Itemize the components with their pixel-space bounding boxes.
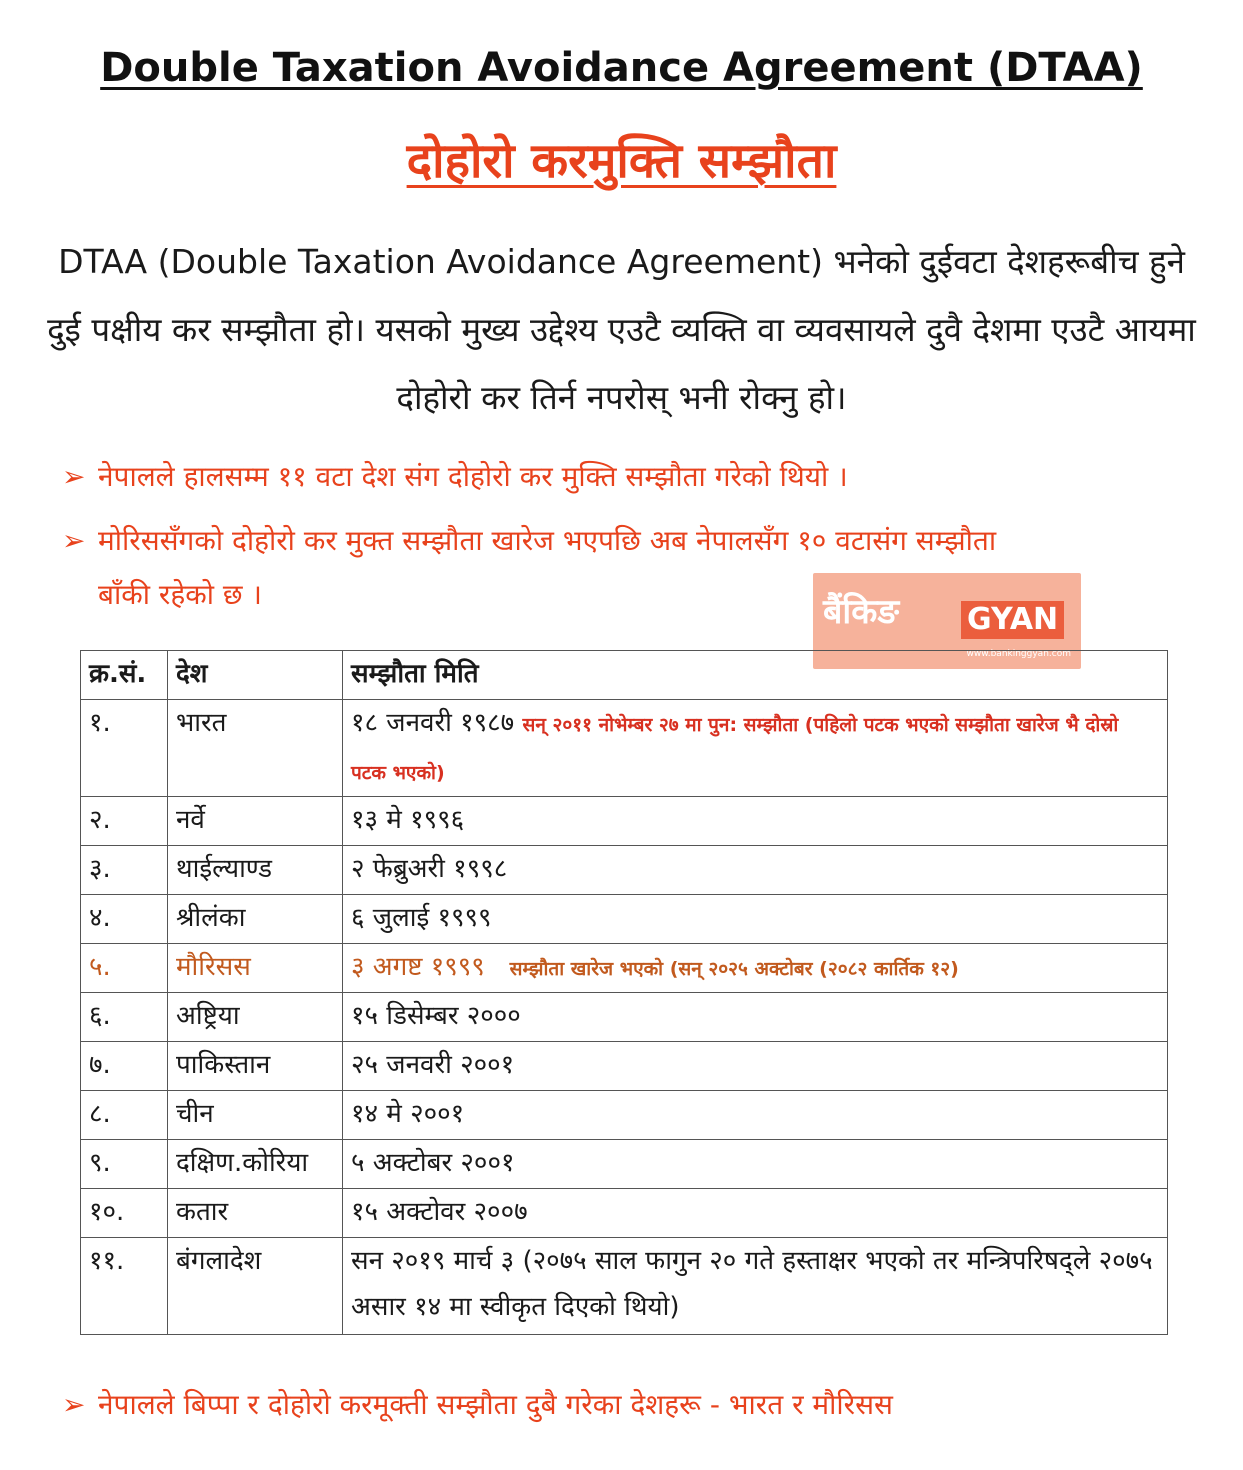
table-row: ८. चीन १४ मे २००१: [81, 1091, 1168, 1140]
arrow-bullet-icon: ➢: [62, 460, 86, 493]
page-title-nepali: दोहोरो करमुक्ति सम्झौता: [406, 133, 837, 189]
table-row: १०. कतार १५ अक्टोवर २००७: [81, 1189, 1168, 1238]
arrow-bullet-icon: ➢: [62, 1388, 86, 1421]
table-row: ७. पाकिस्तान २५ जनवरी २००१: [81, 1042, 1168, 1091]
bullet-mauritius-cancelled: ➢ मोरिससँगको दोहोरो कर मुक्त सम्झौता खारेज भएपछि अब नेपालसँग १० वटासंग सम्झौता बाँकी रहेको छ ।: [62, 514, 1182, 622]
table-row: ११. बंगलादेश सन २०१९ मार्च ३ (२०७५ साल फागुन २० गते हस्ताक्षर भएको तर मन्त्रिपरिषद्ले २०७५ असार १४ मा स्वीकृत दिएको थियो): [81, 1238, 1168, 1335]
header-date: सम्झौता मिति: [343, 651, 1168, 700]
banking-gyan-logo: बैंकिङ GYAN www.bankinggyan.com: [813, 573, 1081, 669]
table-row: २. नर्वे १३ मे १९९६: [81, 797, 1168, 846]
table-row: ३. थाईल्याण्ड २ फेब्रुअरी १९९८: [81, 846, 1168, 895]
table-row: १. भारत १८ जनवरी १९८७ सन् २०११ नोभेम्बर २७ मा पुन: सम्झौता (पहिलो पटक भएको सम्झौता खारेज भै दोस्रो पटक भएको): [81, 700, 1168, 797]
bullet-total-agreements: ➢ नेपालले हालसम्म ११ वटा देश संग दोहोरो कर मुक्ति सम्झौता गरेको थियो ।: [62, 450, 1182, 504]
header-country: देश: [168, 651, 343, 700]
intro-paragraph: DTAA (Double Taxation Avoidance Agreement) भनेको दुईवटा देशहरूबीच हुने दुई पक्षीय कर सम्झौता हो। यसको मुख्य उद्देश्य एउटै व्यक्ति वा व्यवसायले दुवै देशमा एउटै आयमा दोहोरो कर तिर्न नपरोस् भनी रोक्नु हो।: [47, 242, 1196, 417]
table-row: ४. श्रीलंका ६ जुलाई १९९९: [81, 895, 1168, 944]
header-serial: क्र.सं.: [81, 651, 168, 700]
row-note: सम्झौता खारेज भएको (सन् २०२५ अक्टोबर (२०८२ कार्तिक १२): [509, 958, 959, 980]
bullet-bippa-countries: ➢ नेपालले बिप्पा र दोहोरो करमूक्ती सम्झौता दुबै गरेका देशहरू - भारत र मौरिसस: [62, 1378, 1182, 1432]
page-title-english: Double Taxation Avoidance Agreement (DTAA): [100, 45, 1143, 91]
table-header-row: [81, 651, 1168, 700]
row-note: सन् २०११ नोभेम्बर २७ मा पुन: सम्झौता (पहिलो पटक भएको सम्झौता खारेज भै दोस्रो पटक भएको): [351, 714, 1119, 784]
table-row: ६. अष्ट्रिया १५ डिसेम्बर २०००: [81, 993, 1168, 1042]
table-row: ९. दक्षिण.कोरिया ५ अक्टोबर २००१: [81, 1140, 1168, 1189]
arrow-bullet-icon: ➢: [62, 524, 86, 557]
table-row-mauritius: ५. मौरिसस ३ अगष्ट १९९९ सम्झौता खारेज भएको (सन् २०२५ अक्टोबर (२०८२ कार्तिक १२): [81, 944, 1168, 993]
dtaa-countries-table: [80, 650, 1168, 1335]
